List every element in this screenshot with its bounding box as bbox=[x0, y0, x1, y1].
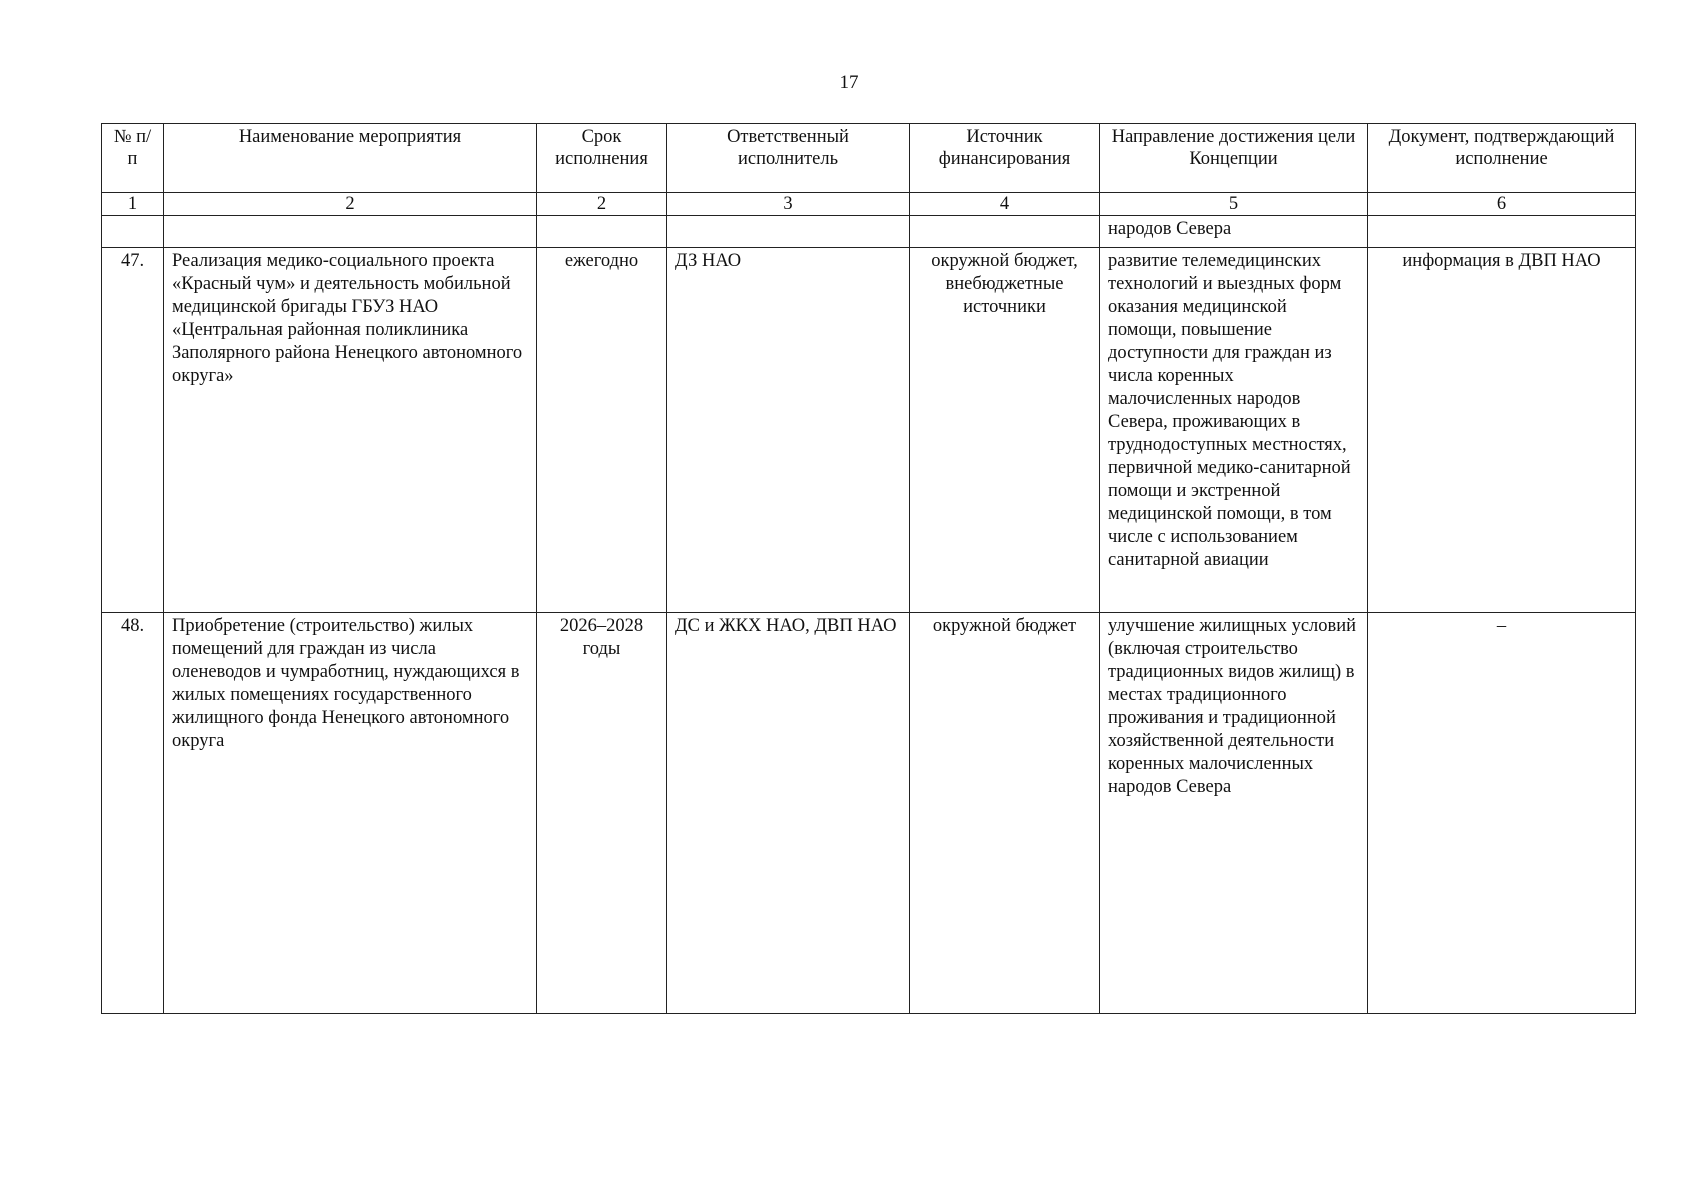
row-term: 2026–2028 годы bbox=[537, 613, 667, 1014]
row-document: информация в ДВП НАО bbox=[1368, 248, 1636, 613]
continuation-row bbox=[102, 216, 1636, 248]
column-number-row bbox=[102, 193, 1636, 216]
table-row bbox=[102, 613, 1636, 1014]
page-number: 17 bbox=[839, 72, 859, 93]
row-name: Реализация медико-социального проекта «Красный чум» и деятельность мобильной медицинской бригады ГБУЗ НАО «Центральная районная поликлиника Заполярного района Ненецкого автономного округа» bbox=[164, 248, 537, 613]
empty-cell bbox=[1368, 216, 1636, 248]
header-source: Источник финансирования bbox=[910, 124, 1100, 193]
row-direction: развитие телемедицинских технологий и выездных форм оказания медицинской помощи, повышение доступности для граждан из числа коренных малочисленных народов Севера, проживающих в труднодоступных местностях, первичной медико-санитарной помощи и экстренной медицинской помощи, в том числе с использованием санитарной авиации bbox=[1100, 248, 1368, 613]
row-source: окружной бюджет bbox=[910, 613, 1100, 1014]
column-number: 5 bbox=[1100, 193, 1368, 216]
column-number: 3 bbox=[667, 193, 910, 216]
column-number: 6 bbox=[1368, 193, 1636, 216]
row-responsible: ДЗ НАО bbox=[667, 248, 910, 613]
header-direction: Направление достижения цели Концепции bbox=[1100, 124, 1368, 193]
row-document: – bbox=[1368, 613, 1636, 1014]
header-term: Срок исполнения bbox=[537, 124, 667, 193]
column-number: 2 bbox=[164, 193, 537, 216]
empty-cell bbox=[164, 216, 537, 248]
empty-cell bbox=[667, 216, 910, 248]
column-number: 2 bbox=[537, 193, 667, 216]
row-name: Приобретение (строительство) жилых помещений для граждан из числа оленеводов и чумработниц, нуждающихся в жилых помещениях государственного жилищного фонда Ненецкого автономного округа bbox=[164, 613, 537, 1014]
table-row bbox=[102, 248, 1636, 613]
row-number: 48. bbox=[102, 613, 164, 1014]
row-responsible: ДС и ЖКХ НАО, ДВП НАО bbox=[667, 613, 910, 1014]
column-number: 4 bbox=[910, 193, 1100, 216]
column-number: 1 bbox=[102, 193, 164, 216]
header-document: Документ, подтверждающий исполнение bbox=[1368, 124, 1636, 193]
row-source: окружной бюджет, внебюджетные источники bbox=[910, 248, 1100, 613]
row-number: 47. bbox=[102, 248, 164, 613]
row-direction: улучшение жилищных условий (включая строительство традиционных видов жилищ) в местах традиционного проживания и традиционной хозяйственной деятельности коренных малочисленных народов Севера bbox=[1100, 613, 1368, 1014]
empty-cell bbox=[910, 216, 1100, 248]
header-responsible: Ответственный исполнитель bbox=[667, 124, 910, 193]
empty-cell bbox=[102, 216, 164, 248]
continuation-direction: народов Севера bbox=[1100, 216, 1368, 248]
plan-table bbox=[101, 123, 1636, 1014]
table-header-row bbox=[102, 124, 1636, 193]
row-term: ежегодно bbox=[537, 248, 667, 613]
header-num: № п/п bbox=[102, 124, 164, 193]
header-name: Наименование мероприятия bbox=[164, 124, 537, 193]
empty-cell bbox=[537, 216, 667, 248]
